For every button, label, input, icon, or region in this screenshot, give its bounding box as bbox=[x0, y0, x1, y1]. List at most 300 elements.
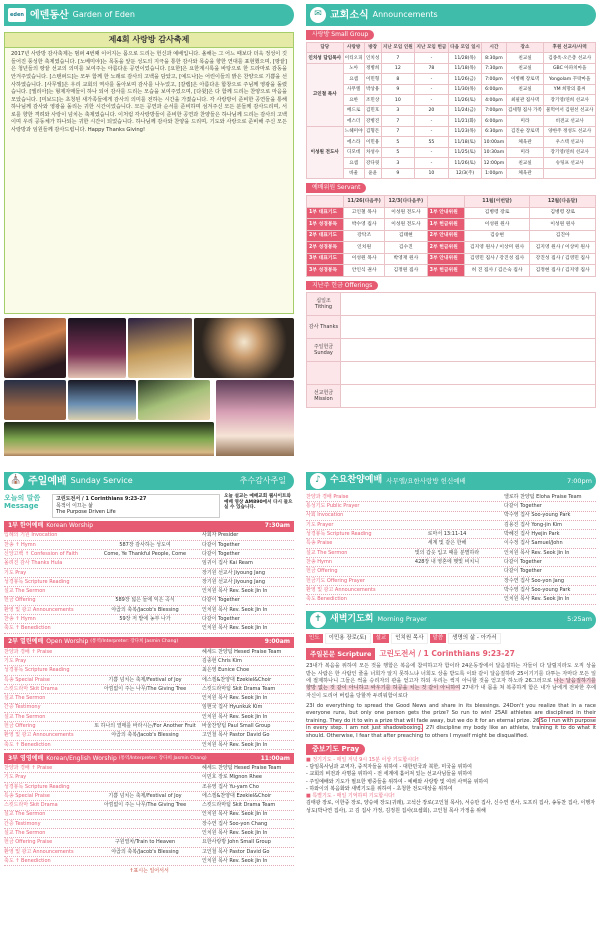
order-leader: 임현국 집사 Hyunkuk Kim bbox=[202, 704, 263, 711]
service1-name-en: Korean Worship bbox=[46, 522, 94, 530]
servant-row bbox=[307, 253, 596, 265]
servant-name: 김정현 집사 / 김지영 집사 bbox=[530, 265, 596, 277]
pray-tab: 중보기도 Pray bbox=[306, 744, 365, 755]
servant-name: 김지영 원사 / 이상미 원사 bbox=[464, 242, 530, 254]
offering-value bbox=[341, 293, 596, 316]
offering-table bbox=[306, 292, 596, 408]
servant-date: 11월(이번달) bbox=[464, 196, 530, 208]
offering-row bbox=[307, 385, 596, 408]
order-item: 찬송 ↑ Hymn bbox=[4, 541, 36, 548]
message-title-ko: 목적이 이끄는 삶 bbox=[56, 502, 93, 509]
order-row bbox=[306, 493, 596, 502]
sg-cell: 4:00pm bbox=[482, 95, 506, 106]
sg-cell: 이민형 bbox=[364, 74, 381, 85]
sg-cell: 정병희 bbox=[364, 63, 381, 74]
order-detail: 로마서 13:11-14 bbox=[427, 531, 467, 538]
service1-bar bbox=[4, 521, 294, 532]
offering-value bbox=[341, 339, 596, 362]
sg-cell: - bbox=[415, 74, 449, 85]
prayer-time: 5:25am bbox=[567, 615, 592, 624]
sg-cell: 11/18(토) bbox=[448, 137, 482, 148]
order-row bbox=[306, 539, 596, 548]
sg-cell: 김진순 장로댁 bbox=[506, 126, 544, 137]
scripture-ko-highlight: 나는 달음질하기를 향방 없는 것 같이 아니하고 싸우기를 허공을 치는 것 같이 아니하여 bbox=[306, 677, 596, 692]
servant-name: 안인식 권사 bbox=[344, 265, 385, 277]
order-item: 입례의 기원 Invocation bbox=[4, 532, 58, 539]
sg-cell: 12 bbox=[381, 63, 415, 74]
order-item: 스킷드라마 Skit Drama bbox=[4, 685, 58, 692]
order-row bbox=[4, 615, 294, 624]
order-leader: 헤세드 찬양팀 Hesed Praise Team bbox=[202, 648, 282, 655]
sg-cell: 11/18(목) bbox=[448, 63, 482, 74]
sg-cell: 78 bbox=[415, 63, 449, 74]
order-leader: 장수연 집사 Soo-yon Jang bbox=[504, 577, 565, 584]
order-leader: 인치원 목사 Rev. Seok Jin In bbox=[504, 596, 570, 603]
sg-row bbox=[307, 84, 596, 95]
pray-line: - 담임목사님과 교역자, 중직자들을 위하여 - 대한민국과 북한, 미국을 위하여 bbox=[306, 764, 472, 771]
offering-value bbox=[341, 362, 596, 385]
order-item: 찬양과 경배 ↑ Praise bbox=[4, 648, 53, 655]
servant-role: 3부 헌금위원 bbox=[427, 265, 464, 277]
sg-cell: 강병진 bbox=[364, 116, 381, 127]
pray-line: ■ 정기기도 - 매일 저녁 9시 15분 이상 기도합시다! bbox=[306, 756, 419, 763]
order-item: 간증 Testimony bbox=[4, 704, 41, 711]
scripture-en bbox=[306, 703, 596, 740]
order-detail: 기쁨 넘치는 축제/Festival of Joy bbox=[108, 792, 182, 799]
order-item: 헌금기도 Offering Prayer bbox=[306, 577, 365, 584]
sg-header-cell: 담당 bbox=[307, 42, 344, 53]
sg-cell: 9 bbox=[381, 168, 415, 179]
servant-role: 1부 헌금위원 bbox=[427, 219, 464, 231]
order-leader: 인치원 목사 Rev. Seok Jin In bbox=[202, 713, 268, 720]
sg-cell: - bbox=[415, 126, 449, 137]
sg-cell: 베드로 bbox=[343, 105, 364, 116]
offering-label: 십일조 Tithing bbox=[307, 293, 341, 316]
order-leader: 인치원 목사 Rev. Seok Jin In bbox=[202, 588, 268, 595]
servant-name: 이성원 원사 bbox=[464, 219, 530, 231]
servant-date: 12/3(다다음주) bbox=[385, 196, 428, 208]
order-item: 특송 Praise bbox=[306, 540, 333, 547]
prayer-info-label: 말씀 bbox=[430, 634, 447, 643]
order-leader: 고인철 목사 Pastor David Go bbox=[202, 848, 270, 855]
sg-cell: 10:00am bbox=[482, 137, 506, 148]
order-detail: 428장 내 영혼에 햇빛 비치니 bbox=[414, 558, 480, 565]
offering-tab: 지난주 헌금 Offerings bbox=[306, 281, 378, 291]
order-item: 사회 Invocation bbox=[306, 512, 344, 519]
sg-cell: 김세형 집사 가족 bbox=[506, 105, 544, 116]
sg-row bbox=[307, 105, 596, 116]
order-row bbox=[4, 569, 294, 578]
sg-cell: 차성수 bbox=[364, 147, 381, 158]
wednesday-header bbox=[306, 472, 596, 490]
prayer-info bbox=[306, 633, 596, 644]
order-row bbox=[4, 587, 294, 596]
servant-tab: 예배위원 Servant bbox=[306, 183, 366, 193]
scripture-header bbox=[306, 648, 596, 660]
servant-name: 김병령 장로 bbox=[530, 207, 596, 219]
service1-time: 7:30am bbox=[264, 522, 290, 530]
order-row bbox=[4, 829, 294, 838]
servant-name: 김영민 집사 / 강진성 집사 bbox=[464, 253, 530, 265]
sg-cell: 요한 bbox=[343, 95, 364, 106]
order-item: 환영 및 광고 Announcements bbox=[4, 606, 74, 613]
service3-interp: (통역/Interpreter: 장다희 Jasmin Chang) bbox=[118, 755, 207, 761]
order-item: 기도 Pray bbox=[4, 657, 27, 664]
scripture-tag: 주일본문 Scripture bbox=[306, 648, 375, 660]
order-leader: 다같이 Together bbox=[202, 541, 240, 548]
announcements-header bbox=[306, 4, 596, 26]
church-icon: ⛪ bbox=[8, 473, 24, 489]
prayer-info-value: 생명의 삶 - 아가서 bbox=[448, 633, 500, 644]
sg-cell: 느헤미야 bbox=[343, 126, 364, 137]
order-row bbox=[4, 532, 294, 541]
order-row bbox=[4, 773, 294, 782]
megaphone-icon: ✉ bbox=[310, 7, 326, 23]
article-box bbox=[4, 32, 294, 314]
order-row bbox=[4, 764, 294, 773]
order-row bbox=[4, 704, 294, 713]
order-row bbox=[4, 666, 294, 675]
service3-bar bbox=[4, 753, 294, 764]
prayer-info-label: 인도 bbox=[306, 634, 323, 643]
sg-cell: 11/26(토) bbox=[448, 95, 482, 106]
servant-name: 허 진 집사 / 김은숙 집사 bbox=[464, 265, 530, 277]
order-leader: 이수정 집사 Samuel/John bbox=[504, 540, 563, 547]
sg-cell: 친교실 bbox=[506, 84, 544, 95]
pray-list bbox=[306, 757, 596, 815]
order-item: 성경봉독 Scripture Reading bbox=[4, 667, 70, 674]
order-row bbox=[4, 722, 294, 731]
message-ref: 고린도전서 / 1 Corinthians 9:23-27 bbox=[56, 496, 147, 502]
servant-name: 김승현 bbox=[464, 230, 530, 242]
order-item: 특송 Special Praise bbox=[4, 792, 50, 799]
sg-cell: 8:30pm bbox=[482, 53, 506, 64]
sg-cell: - bbox=[415, 158, 449, 169]
order-leader: 다같이 Together bbox=[202, 616, 240, 623]
sg-row bbox=[307, 147, 596, 158]
article-title: 제4회 사랑방 감사축제 bbox=[5, 33, 293, 48]
order-detail: 야곱의 축복/Jacob's Blessing bbox=[111, 732, 179, 739]
order-row bbox=[306, 567, 596, 576]
order-leader: 장수연 집사 Soo-yon Chang bbox=[202, 820, 268, 827]
service2-interp: (통역/Interpreter: 장다희 Jasmin Chang) bbox=[90, 639, 179, 645]
sg-row bbox=[307, 63, 596, 74]
order-item: 헌금 Offering bbox=[4, 597, 36, 604]
order-leader: 인치원 목사 Rev. Seok Jin In bbox=[202, 695, 268, 702]
sg-cell: - bbox=[415, 53, 449, 64]
scripture-en-text-end: 27I discipline my body like an athlete, training it to do what it should. Otherwise, I fear that after preaching to others I myself might be disqualified. bbox=[306, 725, 596, 739]
sg-cell: 7 bbox=[381, 53, 415, 64]
small-group-tab: 사랑방 Small Group bbox=[306, 30, 374, 40]
order-detail: 구원열차/Train to Heaven bbox=[114, 839, 176, 846]
order-detail: 기쁨 넘치는 축제/Festival of Joy bbox=[108, 676, 182, 683]
order-row bbox=[306, 558, 596, 567]
order-leader: 엘로하 찬양팀 Eloha Praise Team bbox=[504, 493, 582, 500]
sg-cell: 강다윗 bbox=[364, 158, 381, 169]
photo-performance bbox=[4, 380, 66, 420]
sg-cell bbox=[544, 168, 596, 179]
sg-cell: 바울 bbox=[343, 168, 364, 179]
servant-row bbox=[307, 265, 596, 277]
sunday-title-en: Sunday Service bbox=[70, 475, 133, 485]
sg-row bbox=[307, 158, 596, 169]
order-leader: 다같이 Together bbox=[504, 503, 542, 510]
order-row bbox=[306, 577, 596, 586]
servant-name: 강탁조 bbox=[344, 230, 385, 242]
sg-cell: 6:00pm bbox=[482, 116, 506, 127]
order-item: 찬양과 경배 ↑ Praise bbox=[4, 764, 53, 771]
order-leader: 인치원 목사 Rev. Seok Jin In bbox=[202, 606, 268, 613]
sg-cell: 11/26(금) bbox=[448, 74, 482, 85]
service2-name: 2부 열린예배 bbox=[8, 638, 44, 646]
sg-cell: 우스텍 선교사 bbox=[544, 137, 596, 148]
sg-cell: 7 bbox=[381, 116, 415, 127]
photo-group-large bbox=[4, 422, 214, 456]
order-item: 헌금 Offering bbox=[4, 723, 36, 730]
sg-cell: 슈팅프 선교사 bbox=[544, 158, 596, 169]
prayer-info-value: 인치원 목사 bbox=[391, 633, 427, 644]
servant-name: 박수영 집사 bbox=[344, 219, 385, 231]
servant-date: 12월(다음달) bbox=[530, 196, 596, 208]
sg-group-cell: 고인철 목사 bbox=[307, 63, 344, 126]
offering-value bbox=[341, 316, 596, 339]
sunday-header bbox=[4, 472, 294, 490]
order-item: 성경봉독 Scripture Reading bbox=[306, 531, 372, 538]
order-row bbox=[4, 694, 294, 703]
sg-cell: - bbox=[415, 84, 449, 95]
order-leader: 인치원 목사 Rev. Seok Jin In bbox=[202, 811, 268, 818]
order-detail: 아낌없이 주는 나무/The Giving Tree bbox=[103, 685, 187, 692]
offering-label: 선교헌금 Mission bbox=[307, 385, 341, 408]
order-leader: 인치원 목사 Rev. Seok Jin In bbox=[202, 625, 268, 632]
order-item: 찬양과 경배 Praise bbox=[306, 493, 349, 500]
order-row bbox=[4, 624, 294, 633]
servant-name: 이성원 전도사 bbox=[385, 207, 428, 219]
sg-cell: 친교실 bbox=[506, 63, 544, 74]
order-detail: Come, Ye Thankful People, Come bbox=[103, 550, 187, 557]
service1-order bbox=[4, 532, 294, 634]
announcements-title-en: Announcements bbox=[372, 9, 438, 19]
sg-cell: 이병혜 장로댁 bbox=[506, 74, 544, 85]
sg-cell: 요셉 bbox=[343, 74, 364, 85]
order-item: 기도 Pray bbox=[4, 774, 27, 781]
scripture-en-text: 23I do everything to spread the Good News and share in its blessings. 24Don't you realize that in a race everyone runs, but only one person gets the prize? So run to win! 25All athletes are disciplined in their training. They do it to win a prize that will fade away, but we do it for an eternal prize. 26 bbox=[306, 703, 596, 724]
order-row bbox=[4, 559, 294, 568]
eden-title: 에덴동산 bbox=[30, 9, 69, 21]
sg-cell: 5 bbox=[381, 137, 415, 148]
order-row bbox=[306, 586, 596, 595]
order-row bbox=[306, 549, 596, 558]
sg-cell: - bbox=[415, 95, 449, 106]
sg-cell: 양한주 정성도 선교사 bbox=[544, 126, 596, 137]
order-leader: 인치원 목사 Rev. Seok Jin In bbox=[504, 549, 570, 556]
servant-role: 2부 헌금위원 bbox=[427, 242, 464, 254]
order-leader: 김종현 Chris Kim bbox=[202, 657, 242, 664]
order-leader: 최은영 Eunice Choe bbox=[202, 667, 250, 674]
servant-role: 1부 안내위원 bbox=[427, 207, 464, 219]
service3-name: 3부 영영예배 bbox=[8, 754, 44, 762]
servant-role: 2부 성경봉독 bbox=[307, 242, 344, 254]
pray-line: 김태광 장로, 이한중 장로, 양승애 장도(귀래), 고석산 장로(고인철 목사), 서승만 집사, 신수연 권사, 도프리 집사, 송동찬 집사, 이행자 성도(박나연 집사), 고 김 집사 가정, 김정원 집사(요셉회), 고인철 목사 가정을 위해 bbox=[306, 800, 596, 814]
order-leader: 에스겔&찬양대 Ezekiel&Choir bbox=[202, 676, 272, 683]
sg-cell: 미라 bbox=[506, 116, 544, 127]
order-leader: 이민호 장로 Mignon Rhee bbox=[202, 774, 262, 781]
sg-group-cell: 이성원 전도사 bbox=[307, 126, 344, 179]
order-item: 기도 Prayer bbox=[306, 521, 334, 528]
order-detail: 587장 감사하는 성도여 bbox=[119, 541, 171, 548]
sg-cell: 비전교 선교사 bbox=[544, 116, 596, 127]
pray-line: ■ 특별기도 - 매일 기억하며 기도합시다! bbox=[306, 793, 395, 800]
order-row bbox=[4, 820, 294, 829]
scripture-ko-text-end: 27내가 내 몸을 쳐 복종하게 함은 내가 남에게 전파한 후에 자신이 도리어 버림을 당할까 두려워함이로다 bbox=[306, 685, 596, 699]
sg-cell: 11/26(토) bbox=[448, 158, 482, 169]
servant-role: 3부 성경봉독 bbox=[307, 265, 344, 277]
sg-cell: 체육관 bbox=[506, 137, 544, 148]
order-item: 설교 The Sermon bbox=[4, 713, 46, 720]
servant-name: 김정원 집사 bbox=[385, 265, 428, 277]
order-leader: 인치원 목사 Rev. Seok Jin In bbox=[202, 830, 268, 836]
order-row bbox=[4, 657, 294, 666]
sg-cell: 12:00pm bbox=[482, 158, 506, 169]
offering-label bbox=[307, 362, 341, 385]
sg-cell: 7:30pm bbox=[482, 63, 506, 74]
servant-date-row bbox=[307, 196, 596, 208]
order-leader: 박혜진 집사 Hyejin Park bbox=[504, 531, 560, 538]
servant-date: 11/26(다음주) bbox=[344, 196, 385, 208]
wednesday-prayer-section bbox=[306, 472, 596, 924]
message-box bbox=[52, 494, 220, 518]
wednesday-title: 수요찬양예배 bbox=[330, 475, 383, 486]
sg-cell: 친교실 bbox=[506, 53, 544, 64]
sg-cell: 물먹어서 김원선 선교사 bbox=[544, 105, 596, 116]
sg-cell: YM 희망의 불씨 bbox=[544, 84, 596, 95]
service2-order bbox=[4, 648, 294, 750]
sg-cell: 3 bbox=[381, 105, 415, 116]
sg-cell: 10:30am bbox=[482, 147, 506, 158]
order-row bbox=[4, 838, 294, 847]
order-leader: 스킷드라마팀 Skit Drama Team bbox=[202, 802, 276, 809]
order-detail: 세계 및 같은 한해 bbox=[427, 540, 467, 547]
sg-header-cell: 다음 모임 일시 bbox=[448, 42, 482, 53]
sg-header-cell: 사랑방 bbox=[343, 42, 364, 53]
order-detail: 또 하나의 열매를 바라시는/For Another Fruit bbox=[94, 723, 196, 730]
cross-icon: ✝ bbox=[310, 612, 326, 628]
pray-line: - 교회의 비전과 사명을 위하여 - 전 세계에 흩어져 있는 선교사님들을 위하여 bbox=[306, 771, 472, 778]
order-row bbox=[306, 595, 596, 604]
sg-cell: 노아 bbox=[343, 63, 364, 74]
prayer-title: 새벽기도회 bbox=[330, 613, 374, 624]
order-item: 통성기도 Public Prayer bbox=[306, 503, 360, 510]
offering-value bbox=[341, 385, 596, 408]
sg-header-cell: 지난 모임 인원 bbox=[381, 42, 415, 53]
order-leader: 다같이 Together bbox=[504, 558, 542, 565]
service2-time: 9:00am bbox=[264, 638, 290, 646]
order-item: 설교 The Sermon bbox=[4, 695, 46, 702]
order-item: 환영 및 광고 Announcements bbox=[4, 732, 74, 739]
order-item: 축도 ↑ Benediction bbox=[4, 625, 51, 632]
sg-cell: 6:30pm bbox=[482, 126, 506, 137]
order-item: 설교 The Sermon bbox=[4, 811, 46, 818]
garden-of-eden-section bbox=[4, 4, 294, 456]
order-leader: 헤세드 찬양팀 Hesed Praise Team bbox=[202, 764, 282, 771]
order-item: 축도 Benediction bbox=[306, 596, 347, 603]
sg-cell: - bbox=[415, 147, 449, 158]
order-item: 올려진 감사 Thanks Hula bbox=[4, 560, 63, 567]
photo-children bbox=[138, 380, 210, 420]
sg-cell: 이민용 bbox=[364, 137, 381, 148]
offering-label: 주일헌금 Sunday bbox=[307, 339, 341, 362]
eden-header bbox=[4, 4, 294, 26]
article-body: 2017년 사랑방 감사축제는 범퍼 4번째 이어지는 몸으로 드리는 헌신과 예배입니다. 올해는 그 어느 때보다 더욱 정성이 깃들어진 풍성한 축제였습니다. [노베미야]는 목동을 앞둔 성도의 지극을 통한 감사와 목숨을 향한 연대를 표현했으며, [땅끝]은 청년들의 땅끝 선교의 의미를 보여주는 아름다운 공연이었습니다. [요한]은 요한계시록을 바탕으로 한 드라마로 감동을 안겨주었습니다. [스탠퍼드]는 모두 함께 한 노래로 감사의 고백을 담았고, [예드나]는 어린이들의 밝은 찬양으로 기쁨을 선사하였습니다. [사무엘]은 우리 교회의 역사를 돌아보며 감사를 나누었고, [갈렙]은 아름다운 합창으로 주님께 영광을 돌렸습니다. [엘리아]는 형제자매들이 하나 되어 감사를 드리는 모습을 보여주었으며, [다윗]은 다 함께 드리는 찬양으로 마음을 모았습니다. [미보드]는 초청된 새가족들에게 감사의 의미를 전하는 시간을 가졌습니다. 각 사랑방이 준비한 공연들을 통해 하나님께 감사와 영광을 돌리는 귀한 시간이었습니다. 모든 공연과 순서를 준비하며 섬겨주신 모든 분들께 감사드리며, 서로를 향한 격려와 사랑이 넘치는 축제였습니다. 이처럼 각사랑방들이 준비한 공연과 찬양들은 하나님께 드리는 감사의 고백이며 우리 공동체가 하나되는 귀한 시간이 되었습니다. 하나님께 감사와 찬양을 드리며, 기도와 사랑으로 준비해 주신 모든 사랑방과 임원들께 감사드립니다. Happy Thanks Giving! bbox=[11, 51, 287, 133]
message-label: 오늘의 말씀 Message bbox=[4, 494, 41, 511]
sg-header-cell: 시간 bbox=[482, 42, 506, 53]
sg-row bbox=[307, 126, 596, 137]
order-row bbox=[4, 801, 294, 810]
pray-line: - 하와이의 복음화와 새벽기도를 위하여 - 초청한 전도대상을 위하여 bbox=[306, 785, 453, 792]
sg-row bbox=[307, 168, 596, 179]
servant-row bbox=[307, 207, 596, 219]
order-row bbox=[4, 857, 294, 866]
order-leader: 바울찬양팀 Paul Small Group bbox=[202, 723, 271, 730]
order-row bbox=[306, 530, 596, 539]
offering-row bbox=[307, 293, 596, 316]
servant-role: 3부 대표기도 bbox=[307, 253, 344, 265]
order-leader: 인치원 목사 Rev. Seok Jin In bbox=[202, 741, 268, 748]
prayer-info-label: 설교 bbox=[373, 634, 390, 643]
order-item: 찬송 ↑ Hymn bbox=[4, 616, 36, 623]
order-row bbox=[4, 848, 294, 857]
order-item: 환영 및 광고 Announcements bbox=[306, 586, 376, 593]
service2-bar bbox=[4, 637, 294, 648]
servant-name: 김지영 원사 / 이상미 원사 bbox=[530, 242, 596, 254]
scripture-ref: 고린도전서 / 1 Corinthians 9:23-27 bbox=[379, 649, 515, 659]
order-item: 환영 및 광고 Announcements bbox=[4, 848, 74, 855]
eden-title-en: Garden of Eden bbox=[72, 9, 135, 19]
photo-stage bbox=[68, 380, 136, 420]
order-detail: 589장 넓은 들에 익은 곡식 bbox=[115, 597, 175, 604]
order-row bbox=[306, 502, 596, 511]
sunday-service-section bbox=[4, 472, 294, 924]
order-item: 축도 ↑ Benediction bbox=[4, 857, 51, 864]
servant-role: 2부 대표기도 bbox=[307, 230, 344, 242]
photo-jesus bbox=[194, 318, 294, 378]
sg-cell: 3 bbox=[381, 158, 415, 169]
order-leader: 고인철 목사 Pastor David Go bbox=[202, 732, 270, 739]
order-item: 기도 Pray bbox=[4, 569, 27, 576]
servant-name: 이성원 목사 bbox=[344, 253, 385, 265]
order-row bbox=[4, 783, 294, 792]
sg-header-cell: 지난 모임 헌금 bbox=[415, 42, 449, 53]
sg-cell: 1:00pm bbox=[482, 168, 506, 179]
sg-cell: 55 bbox=[415, 137, 449, 148]
sunday-title: 주일예배 bbox=[28, 475, 67, 487]
servant-table bbox=[306, 195, 596, 277]
offering-row bbox=[307, 362, 596, 385]
sg-cell: 장기영/연희 선교사 bbox=[544, 147, 596, 158]
servant-role: 1부 대표기도 bbox=[307, 207, 344, 219]
sg-cell: 윤윤 bbox=[364, 168, 381, 179]
servant-corner bbox=[307, 196, 344, 208]
order-row bbox=[306, 521, 596, 530]
servant-name: 김병령 장로 bbox=[464, 207, 530, 219]
sunday-occasion: 추수감사주일 bbox=[239, 475, 286, 485]
servant-role: 3부 안내위원 bbox=[427, 253, 464, 265]
servant-corner bbox=[427, 196, 464, 208]
sg-cell: 요셉 bbox=[343, 158, 364, 169]
sg-row bbox=[307, 95, 596, 106]
service3-order bbox=[4, 764, 294, 866]
sg-cell: 20 bbox=[415, 105, 449, 116]
